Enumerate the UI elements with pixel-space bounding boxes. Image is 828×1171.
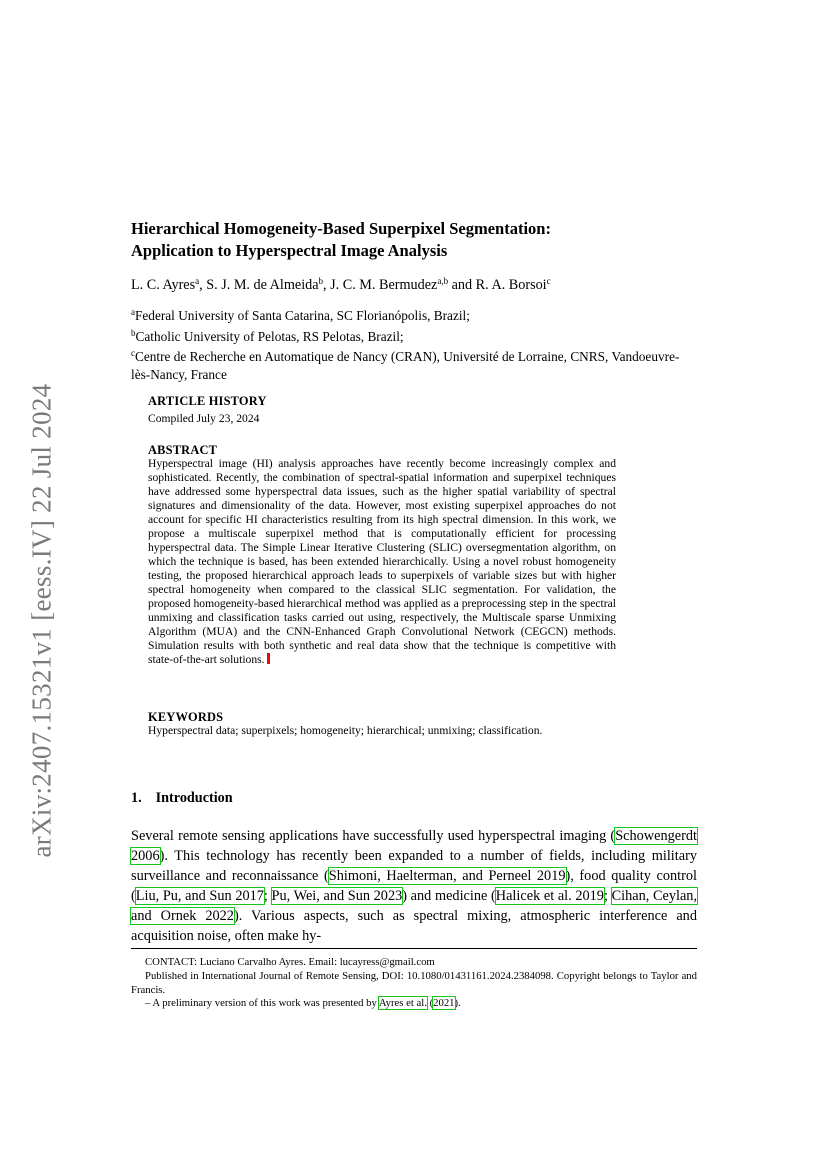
affiliation-mark: c: [131, 348, 135, 358]
author-list: [131, 276, 691, 294]
abstract-text: Hyperspectral image (HI) analysis approaches have recently become increasingly complex and sophisticated. Recently, the combination of spectral-spatial information and superpixel techniques have addressed some hyperspectral data issues, such as the higher spatial variability of spectral signatures and dimensionality of the data. However, most existing superpixel approaches do not account for specific HI characteristics resulting from its high spectral dimension. In this work, we propose a multiscale superpixel method that is computationally efficient for processing hyperspectral data. The Simple Linear Iterative Clustering (SLIC) oversegmentation algorithm, on which the technique is based, has been extended hierarchically. Using a novel robust homogeneity testing, the proposed hierarchical approach leads to superpixels of variable sizes but with higher spectral homogeneity when compared to the classical SLIC segmentation. For validation, the proposed homogeneity-based hierarchical method was applied as a preprocessing step in the spectral unmixing and classification tasks carried out using, respectively, the Multiscale sparse Unmixing Algorithm (MUA) and the CNN-Enhanced Graph Convolutional Network (CEGCN) methods. Simulation results with both synthetic and real data show that the technique is competitive with state-of-the-art solutions.: [148, 457, 616, 666]
arxiv-identifier-stamp: [24, 375, 60, 865]
author-separator: and: [448, 277, 476, 293]
affiliation-mark: b: [131, 327, 136, 338]
author-affiliation-mark: a,b: [437, 276, 449, 286]
intro-text: ), food quality control (: [131, 868, 697, 904]
keywords-section: [148, 710, 616, 738]
title-line-2: Application to Hyperspectral Image Analysis: [131, 241, 448, 260]
introduction-paragraph: [131, 826, 697, 946]
affiliation-list: [131, 304, 691, 383]
footnote-text: – A preliminary version of this work was presented by: [145, 997, 379, 1010]
intro-text: ). This technology has recently been expanded to a number of fields, including military surveillance and reconnaissance (: [131, 848, 697, 884]
author-name: L. C. Ayres: [131, 277, 196, 293]
citation-link[interactable]: Shimoni, Haelterman, and Perneel 2019: [328, 868, 566, 884]
text-cursor-mark: [267, 653, 270, 664]
affiliation-mark: a: [131, 307, 135, 317]
author-affiliation-mark: b: [318, 276, 324, 286]
author-name: R. A. Borsoi: [475, 277, 547, 293]
section-title: Introduction: [155, 790, 233, 806]
compiled-date: Compiled July 23, 2024: [148, 412, 260, 425]
author-affiliation-mark: c: [546, 276, 551, 286]
affiliation-text: Catholic University of Pelotas, RS Pelotas, Brazil;: [135, 328, 404, 344]
footnote-divider: [131, 948, 697, 949]
affiliation-text: Federal University of Santa Catarina, SC Florianópolis, Brazil;: [135, 308, 470, 323]
intro-text: ). Various aspects, such as spectral mixing, atmospheric interference and acquisition noise, often make hy-: [131, 908, 697, 944]
publication-footnote: Published in International Journal of Remote Sensing, DOI: 10.1080/01431161.2024.2384098. Copyright belongs to Taylor and Francis.: [131, 969, 697, 996]
abstract-section: [148, 443, 616, 667]
affiliation-item: [131, 304, 691, 325]
footnote-text: ).: [454, 997, 461, 1010]
footnotes: [131, 956, 697, 1011]
author-name: S. J. M. de Almeida: [206, 277, 319, 293]
keywords-text: Hyperspectral data; superpixels; homogeneity; hierarchical; unmixing; classification.: [148, 724, 543, 737]
arxiv-identifier-text: arXiv:2407.15321v1 [eess.IV] 22 Jul 2024: [26, 383, 57, 857]
author-separator: ,: [199, 277, 207, 293]
author-separator: ,: [323, 277, 331, 293]
intro-text: Several remote sensing applications have successfully used hyperspectral imaging (: [131, 828, 616, 844]
intro-text: ;: [263, 888, 272, 904]
abstract-heading: ABSTRACT: [148, 443, 218, 457]
preliminary-version-footnote: [131, 997, 697, 1011]
affiliation-item: [131, 345, 691, 383]
article-history-heading: ARTICLE HISTORY: [148, 394, 267, 408]
footnote-text: (: [426, 997, 434, 1010]
paper-title: [131, 218, 691, 262]
section-number: 1.: [131, 790, 142, 806]
author-affiliation-mark: a: [195, 276, 200, 286]
citation-link[interactable]: Ayres et al.: [378, 997, 427, 1010]
affiliation-text: Centre de Recherche en Automatique de Nancy (CRAN), Université de Lorraine, CNRS, Vandoeuvre-lès-Nancy, France: [131, 349, 680, 382]
contact-footnote: CONTACT: Luciano Carvalho Ayres. Email: lucayress@gmail.com: [145, 956, 435, 968]
citation-link[interactable]: Schowengerdt 2006: [131, 828, 697, 864]
keywords-heading: KEYWORDS: [148, 710, 224, 724]
citation-link[interactable]: Liu, Pu, and Sun 2017: [135, 888, 264, 904]
citation-link[interactable]: Halicek et al. 2019: [495, 888, 604, 904]
article-history: [148, 394, 616, 426]
intro-text: ) and medicine (: [402, 888, 496, 904]
intro-text: ;: [603, 888, 612, 904]
affiliation-item: [131, 325, 691, 346]
author-name: J. C. M. Bermudez: [330, 277, 438, 293]
citation-link[interactable]: 2021: [433, 997, 455, 1010]
section-heading-introduction: [131, 790, 233, 807]
citation-link[interactable]: Pu, Wei, and Sun 2023: [271, 888, 403, 904]
title-line-1: Hierarchical Homogeneity-Based Superpixel Segmentation:: [131, 219, 551, 238]
citation-link[interactable]: Cihan, Ceylan, and Ornek 2022: [131, 888, 698, 924]
